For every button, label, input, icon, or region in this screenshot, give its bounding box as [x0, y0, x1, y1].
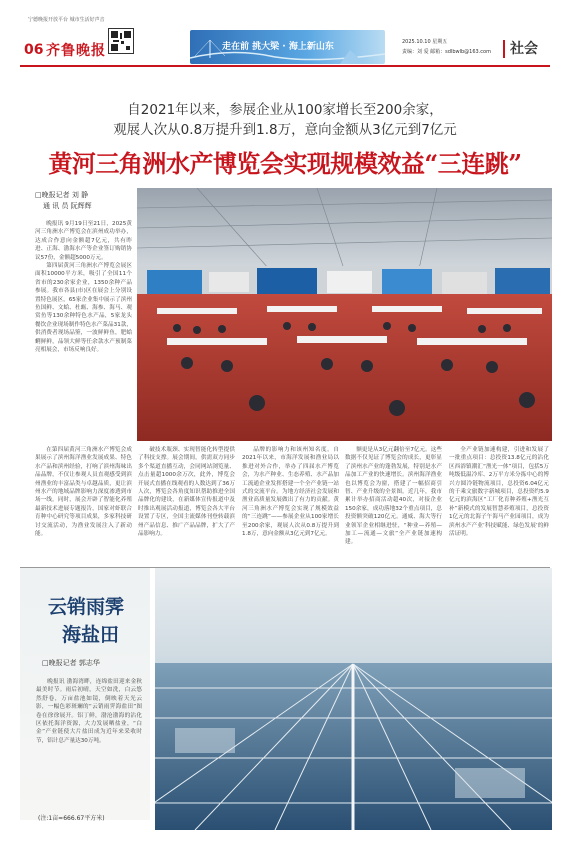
banner-text: 走在前 挑大梁 · 海上新山东 — [222, 42, 334, 52]
article-paragraph: 额更是从3亿元翻倍至7亿元。这些数据不仅见证了博览会的成长，更彰显了滨州水产业的蓬勃发展，特别是水产品加工产业的快速增长。滨州海洋渔业也以博览会为窗，搭建了一幅招商引智、产业升级的全景图。近几年，我市累计举办招商活动超40次，对接企业150余家，成功落地32个重点项目，总投资额突破120亿元。通威、海大等行业领军企业相继进驻，“种业—养殖—加工—流通—文旅”全产业链加速构建。 — [345, 447, 442, 546]
salt-field-photo — [155, 568, 552, 830]
article-column-3 — [242, 446, 339, 565]
page-number: 06 — [24, 42, 44, 58]
article-paragraph: 晚报讯 9月19日至21日，2025黄河三角洲水产博览会在滨州成功举办，达成合作意向金额超7亿元，共有昨进、正海、渤海水产等企业签订购销协议57份，金额超5000万元。 — [35, 221, 132, 261]
editor-info: 责编：刘 爱 邮箱：sdlbwlb@163.com — [402, 49, 491, 55]
article-column-1-bottom — [35, 446, 132, 565]
article-paragraph: 品牌的影响力和该州知名度。自2021年以来，市海洋发展和渔业局以推进对外合作，举办了四届水产博览会，为水产种业、生态养殖、水产品加工流通企业发挥搭建一个全产业链一站式的交流平台。为地方经济社会发展和渔业高质量发展做出了有力的贡献。黄河三角洲水产博览会实现了规模效益的“三连跳”——参展企业从100家增长至200余家，观展人次从0.8万提升到1.8万，意向金额从3亿元到7亿元。 — [242, 447, 339, 538]
subheadline-1: 自2021年以来，参展企业从100家增长至200余家， — [127, 102, 443, 118]
article-column-4 — [345, 446, 442, 565]
page-header — [0, 0, 569, 62]
section-divider — [503, 40, 505, 58]
article-paragraph: 在第四届黄河三角洲水产博览会成果展示了滨州海洋渔业发展成果、特色水产品和滨州经验，打响了滨州海味出品品牌，不仅让参观人员直观感受到滨州渔业的丰富品类与卓越品质，更让滨州水产的地域品牌影响力深度渗透到市场一线。同时，展会开辟了智能化养殖最新技术进展专题报告，国家对虾联合育种中心研究等项目成果，多家科技研讨交流活动，为渔业发展注入了新动能。 — [35, 447, 132, 538]
header-slogan: 宁德晚报开放平台 城市生活好声音 — [28, 17, 105, 23]
photo-story-body — [36, 678, 142, 808]
article-column-5 — [449, 446, 549, 565]
byline-reporter: □晚报记者 刘 静 — [35, 191, 89, 199]
photo-story-paragraph: 晚报讯 渤海湾畔，连绵盐田迎来金秋最美时节。雨后初晴，天空如洗，白云悠然舒卷，万亩盐池如镜，倒映着天光云影，一幅色彩斑斓的“云销雨霁海盐田”图卷在徐徐展开。铝丁鲜，渤沧渤海的沾化区依托海洋资源，大力发展晒盐业，“白金”产业链使大片盐田成为近年来采收时节，铝计总产量达30万吨。 — [36, 679, 142, 744]
paper-name: 齐鲁晚报 — [46, 43, 106, 59]
qr-code-icon[interactable] — [108, 28, 134, 54]
article-column-1 — [35, 220, 132, 437]
article-paragraph: 全产业链加速构建，引进和发展了一批重点项目：总投资13.8亿元的沾化区西浴镇潮汇“渔光一体”项目，包括5万吨级低温冷库、2万平方米分拣中心的博兴方圆冷链物流项目，总投资6.04亿元的千乘文旅数字新城项目，总投资约5.9亿元的滨海区“工厂化育种养殖+渔光互补”新模式的发展智慧养殖项目，总投资1亿元的北海子午海马产业园项目，成为滨州水产产业‘科技赋能、绿色发展’的鲜活证明。 — [449, 447, 549, 538]
byline-correspondent: 通 讯 员 阮辉辉 — [43, 202, 92, 210]
article-paragraph: 破技术瓶颈、实现智能化转型提供了科技支撑。展会期间，供需双方同步多个渠道直播互动，会同网站浏览量、点击量超1000余万次，此外，博览会开展式直播在线观看的人数达到了36万人次，博览会各角度知识帮助推进全国品牌化的建设，在新媒体宣传报道中及时推出观展活动报道，博览会各大平台设置了专区，全国主流媒体刊登转载滨州产品信息、推广产品品牌，扩大了产品影响力。 — [138, 447, 235, 538]
photo-story-title-2[interactable]: 海盐田 — [62, 624, 120, 646]
photo-story-byline: □晚报记者 郭志华 — [42, 659, 100, 667]
header-rule — [20, 65, 550, 67]
subheadline-2: 观展人次从0.8万提升到1.8万，意向金额从3亿元到7亿元 — [113, 122, 457, 138]
article-column-2 — [138, 446, 235, 565]
photo-story-note: (注:1亩=666.67平方米) — [38, 815, 105, 822]
byline — [35, 190, 135, 216]
photo-story-title-1[interactable]: 云销雨霁 — [48, 596, 125, 618]
headline[interactable]: 黄河三角洲水产博览会实现规模效益“三连跳” — [48, 149, 522, 178]
issue-date: 2025.10.10 星期五 — [402, 39, 448, 45]
article-paragraph: 第四届黄河三角洲水产博览会展区面积10000平方米，吸引了全国11个省市的230余家企业，1350余种产品参展。我市各县(市)区在展会上分别设置特色展区，65家企业集中展示了滨州鱼国鲜、文蛤、杜蛎、海参、海马、观赏鱼等130余种特色水产品，5家龙头餐饮企业现场制作特色水产菜品31款，供消费者现场品鉴，一波鲜鲜鱼，肥蛤蜊鲜鲜，品领大鲜等任余款水产预制菜亮相展会，市场反响良好。 — [35, 263, 132, 354]
expo-photo — [137, 188, 552, 441]
campaign-banner — [190, 30, 385, 64]
section-name: 社会 — [510, 41, 538, 57]
